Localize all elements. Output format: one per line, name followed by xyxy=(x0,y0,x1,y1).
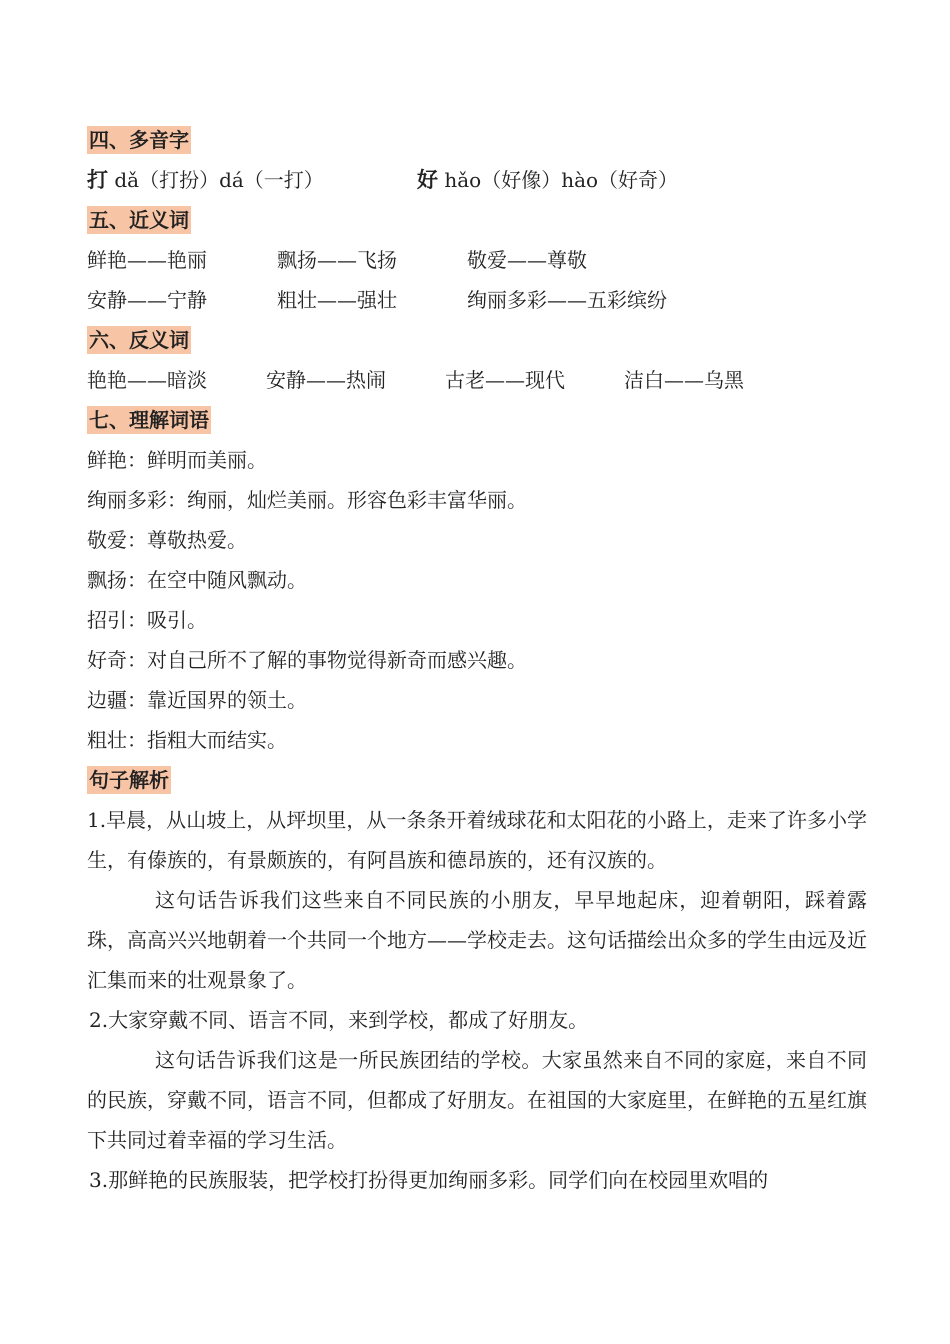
synonym-pair: 安静——宁静 xyxy=(87,288,207,312)
vocab-entry: 飘扬：在空中随风飘动。 xyxy=(87,568,307,592)
synonym-pair: 敬爱——尊敬 xyxy=(467,248,587,272)
sentence-2-note: 这句话告诉我们这是一所民族团结的学校。大家虽然来自不同的家庭，来自不同的民族，穿戴不同，语言不同，但都成了好朋友。在祖国的大家庭里，在鲜艳的五星红旗下共同过着幸福的学习生活。 xyxy=(87,1048,867,1152)
antonym-pair: 艳艳——暗淡 xyxy=(87,368,207,392)
section-5-header xyxy=(87,200,867,240)
section-title: 句子解析 xyxy=(89,768,169,792)
antonym-pair: 古老——现代 xyxy=(445,368,565,392)
synonym-pair: 绚丽多彩——五彩缤纷 xyxy=(467,288,667,312)
section-7-header xyxy=(87,400,867,440)
section-4-header xyxy=(87,120,867,160)
vocab-entry: 好奇：对自己所不了解的事物觉得新奇而感兴趣。 xyxy=(87,648,527,672)
section-6-header xyxy=(87,320,867,360)
document-page xyxy=(87,120,867,1200)
section-title: 五、近义词 xyxy=(89,208,189,232)
antonym-pair: 安静——热闹 xyxy=(266,368,386,392)
sentence-3: 3.那鲜艳的民族服装，把学校打扮得更加绚丽多彩。同学们向在校园里欢唱的 xyxy=(89,1168,769,1192)
section-title: 四、多音字 xyxy=(89,128,189,152)
sentences-header xyxy=(87,760,867,800)
vocab-entry: 鲜艳：鲜明而美丽。 xyxy=(87,448,267,472)
sentence-1: 1.早晨，从山坡上，从坪坝里，从一条条开着绒球花和太阳花的小路上，走来了许多小学生，有傣族的，有景颇族的，有阿昌族和德昂族的，还有汉族的。 xyxy=(87,808,867,872)
section-title: 六、反义词 xyxy=(89,328,189,352)
polyphone-readings: dǎ（打扮）dá（一打） xyxy=(114,168,324,192)
synonym-row xyxy=(87,240,867,280)
antonym-row xyxy=(87,360,867,400)
section-title: 七、理解词语 xyxy=(89,408,209,432)
vocab-entry: 绚丽多彩：绚丽，灿烂美丽。形容色彩丰富华丽。 xyxy=(87,488,527,512)
synonym-row xyxy=(87,280,867,320)
synonym-pair: 粗壮——强壮 xyxy=(277,288,397,312)
sentence-1-note: 这句话告诉我们这些来自不同民族的小朋友，早早地起床，迎着朝阳，踩着露珠，高高兴兴地朝着一个共同一个地方——学校走去。这句话描绘出众多的学生由远及近汇集而来的壮观景象了。 xyxy=(87,888,867,992)
vocab-entry: 招引：吸引。 xyxy=(87,608,207,632)
polyphone-char: 好 xyxy=(417,167,438,192)
antonym-pair: 洁白——乌黑 xyxy=(624,368,744,392)
synonym-pair: 飘扬——飞扬 xyxy=(277,248,397,272)
sentence-2: 2.大家穿戴不同、语言不同，来到学校，都成了好朋友。 xyxy=(89,1008,589,1032)
polyphone-item xyxy=(417,160,678,200)
vocab-entry: 敬爱：尊敬热爱。 xyxy=(87,528,247,552)
polyphone-item xyxy=(87,160,324,200)
polyphone-char: 打 xyxy=(87,167,108,192)
synonym-pair: 鲜艳——艳丽 xyxy=(87,248,207,272)
polyphone-row xyxy=(87,160,867,200)
vocab-entry: 边疆：靠近国界的领土。 xyxy=(87,688,307,712)
polyphone-readings: hǎo（好像）hào（好奇） xyxy=(444,168,679,192)
vocab-entry: 粗壮：指粗大而结实。 xyxy=(87,728,287,752)
